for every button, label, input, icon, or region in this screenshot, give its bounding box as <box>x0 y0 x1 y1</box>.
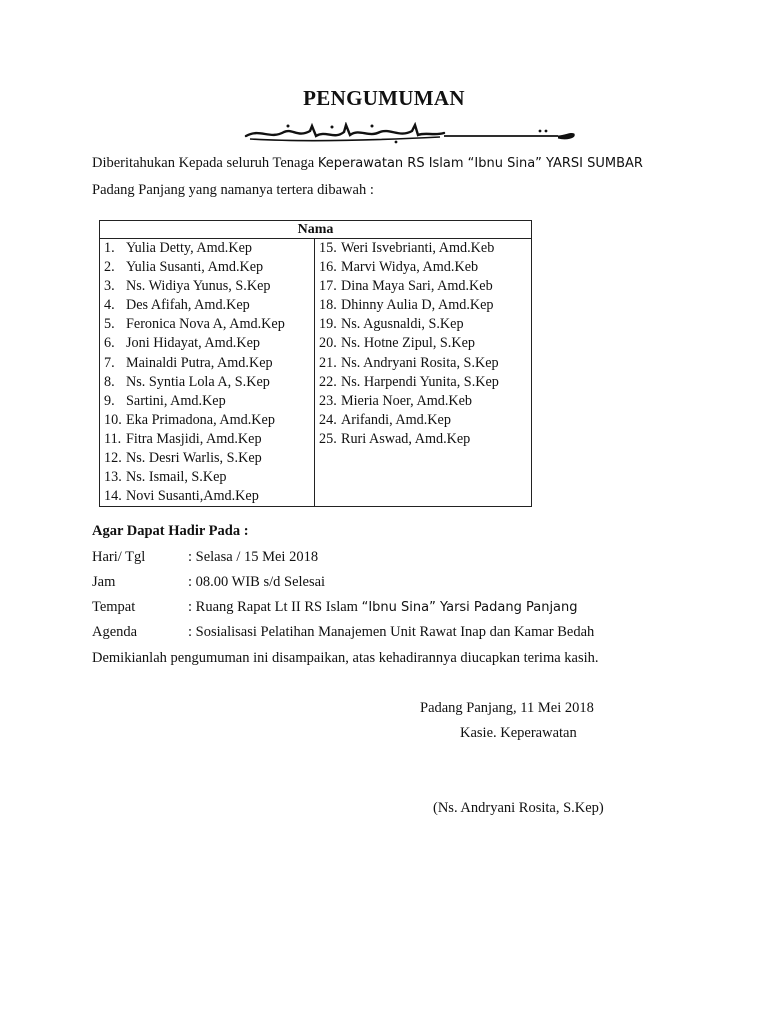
page-title: PENGUMUMAN <box>303 86 465 110</box>
name-entry-text: Novi Susanti,Amd.Kep <box>126 488 259 505</box>
intro-text-sans: Keperawatan RS Islam “Ibnu Sina” YARSI SUMBAR <box>317 156 643 171</box>
name-entry-number: 18. <box>319 297 337 314</box>
name-entry-number: 24. <box>319 411 337 428</box>
event-place-value: : Ruang Rapat Lt II RS Islam <box>188 599 362 615</box>
name-entry-number: 2. <box>104 259 115 276</box>
name-entry-number: 17. <box>319 278 337 295</box>
intro-text-serif: Diberitahukan Kepada seluruh Tenaga <box>92 155 318 171</box>
name-entry-number: 1. <box>104 240 115 256</box>
name-entry <box>104 487 314 506</box>
name-entry <box>319 277 531 296</box>
name-entry-number: 22. <box>319 373 337 390</box>
name-entry-text: Fitra Masjidi, Amd.Kep <box>126 430 262 447</box>
name-entry <box>319 315 531 334</box>
name-entry <box>104 392 314 411</box>
name-entry-text: Ns. Syntia Lola A, S.Kep <box>126 373 270 390</box>
name-entry-number: 5. <box>104 316 115 333</box>
name-entry-text: Ns. Hotne Zipul, S.Kep <box>341 335 475 352</box>
name-entry <box>104 373 314 392</box>
names-table-header: Nama <box>100 221 532 239</box>
event-agenda-label: Agenda <box>92 624 138 640</box>
name-entry-text: Joni Hidayat, Amd.Kep <box>126 335 260 352</box>
name-entry-text: Mieria Noer, Amd.Keb <box>341 392 473 409</box>
name-entry <box>319 239 531 258</box>
name-entry-text: Ruri Aswad, Amd.Kep <box>341 430 471 447</box>
name-entry-text: Ns. Widiya Yunus, S.Kep <box>126 278 271 295</box>
name-entry <box>319 373 531 392</box>
name-entry <box>319 392 531 411</box>
name-entry-number: 4. <box>104 297 115 314</box>
name-entry-number: 13. <box>104 469 122 486</box>
name-entry-text: Ns. Andryani Rosita, S.Kep <box>341 354 499 371</box>
name-entry-text: Des Afifah, Amd.Kep <box>126 297 250 314</box>
name-entry-number: 8. <box>104 373 115 390</box>
name-entry-text: Eka Primadona, Amd.Kep <box>126 411 275 428</box>
arabic-calligraphy-ornament <box>240 122 580 144</box>
intro-line-2: Padang Panjang yang namanya tertera dibawah : <box>92 182 374 198</box>
name-entry-number: 23. <box>319 392 337 409</box>
name-entry-text: Yulia Susanti, Amd.Kep <box>126 259 264 276</box>
name-entry-number: 15. <box>319 240 337 256</box>
closing-text: Demikianlah pengumuman ini disampaikan, atas kehadirannya diucapkan terima kasih. <box>92 650 599 666</box>
name-entry-text: Yulia Detty, Amd.Kep <box>126 240 252 256</box>
name-entry <box>104 449 314 468</box>
signature-position: Kasie. Keperawatan <box>460 725 577 741</box>
name-entry <box>319 411 531 430</box>
name-entry <box>104 354 314 373</box>
name-entry <box>104 258 314 277</box>
name-entry-number: 25. <box>319 430 337 447</box>
name-entry-text: Ns. Desri Warlis, S.Kep <box>126 450 262 467</box>
name-entry-number: 21. <box>319 354 337 371</box>
event-time-row <box>92 574 325 591</box>
name-entry <box>104 468 314 487</box>
signature-place-date: Padang Panjang, 11 Mei 2018 <box>420 700 594 716</box>
name-entry-text: Sartini, Amd.Kep <box>126 392 226 409</box>
name-entry-number: 3. <box>104 278 115 295</box>
name-entry-number: 11. <box>104 430 122 447</box>
name-entry-text: Ns. Harpendi Yunita, S.Kep <box>341 373 499 390</box>
name-entry-text: Ns. Agusnaldi, S.Kep <box>341 316 464 333</box>
event-agenda-row <box>92 624 594 641</box>
names-right-column <box>315 239 532 507</box>
name-entry <box>104 239 314 258</box>
name-entry-text: Feronica Nova A, Amd.Kep <box>126 316 285 333</box>
name-entry-number: 19. <box>319 316 337 333</box>
name-entry-number: 7. <box>104 354 115 371</box>
event-place-label: Tempat <box>92 599 136 615</box>
name-entry <box>319 258 531 277</box>
name-entry-number: 20. <box>319 335 337 352</box>
event-time-label: Jam <box>92 574 116 590</box>
name-entry <box>319 296 531 315</box>
name-entry-text: Ns. Ismail, S.Kep <box>126 469 227 486</box>
event-time-value: : 08.00 WIB s/d Selesai <box>188 574 326 590</box>
name-entry-text: Dina Maya Sari, Amd.Keb <box>341 278 493 295</box>
name-entry-number: 6. <box>104 335 115 352</box>
name-entry <box>319 334 531 353</box>
event-date-row <box>92 549 318 566</box>
event-agenda-value: : Sosialisasi Pelatihan Manajemen Unit Rawat Inap dan Kamar Bedah <box>188 624 595 640</box>
name-entry-number: 16. <box>319 259 337 276</box>
name-entry <box>104 315 314 334</box>
names-table <box>99 220 532 507</box>
signature-name: (Ns. Andryani Rosita, S.Kep) <box>433 800 604 816</box>
event-place-value-sans: “Ibnu Sina” Yarsi Padang Panjang <box>361 600 578 615</box>
name-entry <box>104 296 314 315</box>
name-entry-text: Arifandi, Amd.Kep <box>341 411 451 428</box>
name-entry-text: Marvi Widya, Amd.Keb <box>341 259 479 276</box>
name-entry-text: Weri Isvebrianti, Amd.Keb <box>341 240 495 256</box>
event-place-row <box>92 599 578 616</box>
name-entry <box>104 430 314 449</box>
name-entry-number: 10. <box>104 411 122 428</box>
intro-line-1 <box>92 155 643 172</box>
name-entry <box>104 411 314 430</box>
name-entry <box>319 354 531 373</box>
event-date-value: : Selasa / 15 Mei 2018 <box>188 549 319 565</box>
name-entry-number: 9. <box>104 392 115 409</box>
name-entry-text: Dhinny Aulia D, Amd.Kep <box>341 297 494 314</box>
name-entry <box>104 334 314 353</box>
names-left-column <box>100 239 315 507</box>
name-entry <box>104 277 314 296</box>
name-entry-number: 14. <box>104 488 122 505</box>
event-heading: Agar Dapat Hadir Pada : <box>92 523 249 539</box>
event-date-label: Hari/ Tgl <box>92 549 146 565</box>
name-entry-text: Mainaldi Putra, Amd.Kep <box>126 354 273 371</box>
name-entry-number: 12. <box>104 450 122 467</box>
name-entry <box>319 430 531 449</box>
